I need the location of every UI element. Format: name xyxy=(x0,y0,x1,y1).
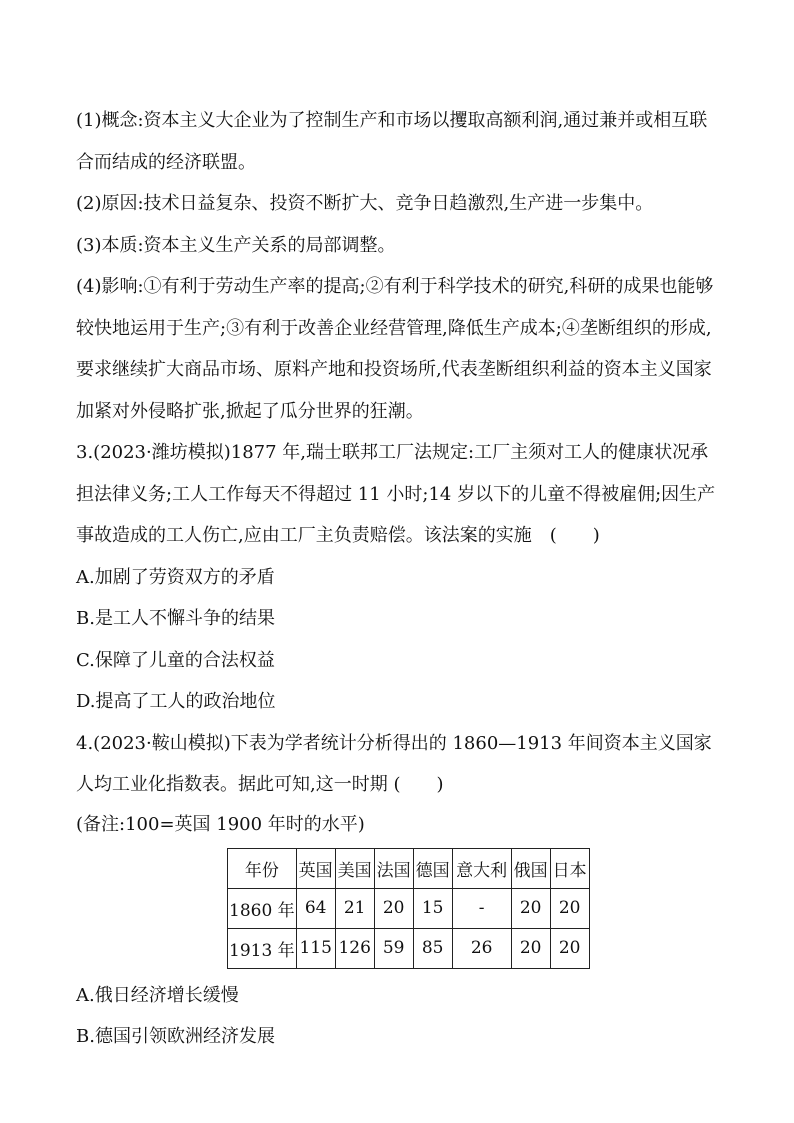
table-cell: 21 xyxy=(335,888,374,928)
table-header-cell: 法国 xyxy=(374,848,413,888)
table-cell: 1913 年 xyxy=(228,928,297,968)
table-row xyxy=(228,928,590,968)
question-4-option-b[interactable]: B.德国引领欧洲经济发展 xyxy=(76,1026,275,1047)
table-cell: 15 xyxy=(413,888,452,928)
table-header-cell: 俄国 xyxy=(511,848,550,888)
table-cell: 20 xyxy=(511,888,550,928)
table-header-row xyxy=(228,848,590,888)
table-cell: 64 xyxy=(296,888,335,928)
table-header-cell: 日本 xyxy=(550,848,589,888)
question-4-note: (备注:100=英国 1900 年时的水平) xyxy=(76,813,365,835)
table-cell: 1860 年 xyxy=(228,888,297,928)
monopoly-concept-paragraph: (1)概念:资本主义大企业为了控制生产和市场以攫取高额利润,通过兼并或相互联合而结成的经济联盟。 xyxy=(76,110,708,173)
table-cell: 20 xyxy=(374,888,413,928)
monopoly-impact-paragraph: (4)影响:①有利于劳动生产率的提高;②有利于科学技术的研究,科研的成果也能够较快地运用于生产;③有利于改善企业经营管理,降低生产成本;④垄断组织的形成,要求继续扩大商品市场、原料产地和投资场所,代表垄断组织利益的资本主义国家加紧对外侵略扩张,掀起了瓜分世界的狂潮。 xyxy=(76,276,714,422)
industrialization-index-table xyxy=(227,848,590,969)
question-3-option-a[interactable]: A.加剧了劳资双方的矛盾 xyxy=(76,566,275,588)
table-cell: 20 xyxy=(550,928,589,968)
table-cell: 59 xyxy=(374,928,413,968)
table-cell: 126 xyxy=(335,928,374,968)
table-cell: 20 xyxy=(550,888,589,928)
table-cell: 85 xyxy=(413,928,452,968)
question-3-option-c[interactable]: C.保障了儿童的合法权益 xyxy=(76,649,275,671)
question-3-option-d[interactable]: D.提高了工人的政治地位 xyxy=(76,691,276,712)
monopoly-essence-paragraph: (3)本质:资本主义生产关系的局部调整。 xyxy=(76,234,396,256)
monopoly-cause-paragraph: (2)原因:技术日益复杂、投资不断扩大、竞争日趋激烈,生产进一步集中。 xyxy=(76,193,654,214)
table-header-cell: 英国 xyxy=(296,848,335,888)
question-3-option-b[interactable]: B.是工人不懈斗争的结果 xyxy=(76,608,275,629)
question-4-stem: 4.(2023·鞍山模拟)下表为学者统计分析得出的 1860—1913 年间资本主义国家人均工业化指数表。据此可知,这一时期 ( ) xyxy=(76,732,712,795)
table-header-cell: 年份 xyxy=(228,848,297,888)
document-page xyxy=(76,100,720,1058)
table-cell: 115 xyxy=(296,928,335,968)
table-header-cell: 德国 xyxy=(413,848,452,888)
table-cell: - xyxy=(452,888,511,928)
table-header-cell: 意大利 xyxy=(452,848,511,888)
table-cell: 20 xyxy=(511,928,550,968)
question-4-option-a[interactable]: A.俄日经济增长缓慢 xyxy=(76,984,239,1006)
question-3-stem: 3.(2023·潍坊模拟)1877 年,瑞士联邦工厂法规定:工厂主须对工人的健康状况承担法律义务;工人工作每天不得超过 11 小时;14 岁以下的儿童不得被雇佣;因生产事故造成的工人伤亡,应由工厂主负责赔偿。该法案的实施 ( ) xyxy=(76,442,716,546)
table-header-cell: 美国 xyxy=(335,848,374,888)
table-cell: 26 xyxy=(452,928,511,968)
table-row xyxy=(228,888,590,928)
